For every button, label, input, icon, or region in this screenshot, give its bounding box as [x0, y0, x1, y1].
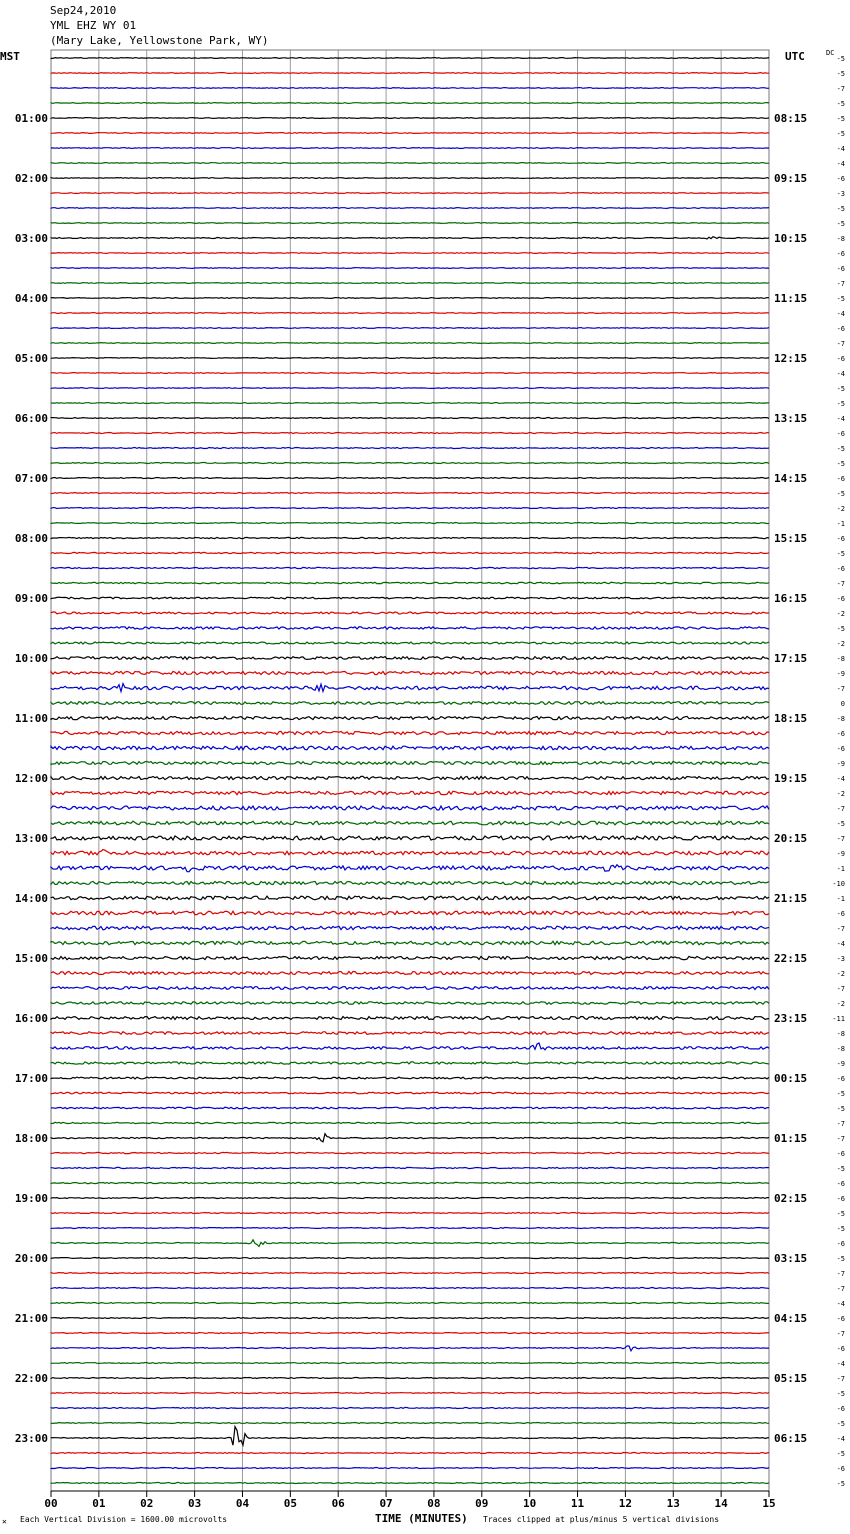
dc-offset-label: -9: [836, 670, 845, 678]
footer-clip-note: Traces clipped at plus/minus 5 vertical divisions: [483, 1515, 720, 1524]
left-hour-label: 14:00: [14, 892, 48, 905]
seismic-trace: [51, 1077, 769, 1079]
dc-offset-label: -5: [836, 55, 845, 63]
seismic-trace: [51, 1092, 769, 1094]
seismic-trace: [51, 1333, 769, 1334]
dc-offset-label: -6: [836, 730, 845, 738]
dc-offset-label: -5: [836, 115, 845, 123]
dc-offset-label: -5: [836, 460, 845, 468]
dc-offset-label: -6: [836, 355, 845, 363]
left-hour-label: 12:00: [14, 772, 48, 785]
left-hour-label: 23:00: [14, 1432, 48, 1445]
seismic-trace: [51, 657, 769, 660]
dc-offset-label: -7: [836, 925, 845, 933]
seismic-trace: [51, 1213, 769, 1214]
seismic-trace: [51, 746, 769, 750]
right-hour-label: 02:15: [774, 1192, 808, 1205]
seismic-trace: [51, 298, 769, 299]
seismic-trace: [51, 1453, 769, 1454]
right-hour-label: 19:15: [774, 772, 808, 785]
seismic-trace: [51, 1468, 769, 1469]
seismic-trace: [51, 1288, 769, 1289]
left-hour-label: 09:00: [14, 592, 48, 605]
seismic-trace: [51, 987, 769, 990]
right-hour-label: 00:15: [774, 1072, 808, 1085]
dc-offset-label: -8: [836, 715, 845, 723]
dc-offset-label: -5: [836, 445, 845, 453]
seismic-trace: [51, 253, 769, 254]
seismic-trace: [51, 268, 769, 269]
seismic-trace: [51, 1318, 769, 1319]
dc-offset-label: -5: [836, 550, 845, 558]
seismic-trace: [51, 178, 769, 179]
left-hour-label: 19:00: [14, 1192, 48, 1205]
seismic-trace: [51, 716, 769, 719]
seismic-trace: [51, 118, 769, 119]
seismic-trace: [51, 1303, 769, 1304]
dc-offset-label: -5: [836, 1105, 845, 1113]
dc-offset-label: -5: [836, 400, 845, 408]
dc-offset-label: -5: [836, 1225, 845, 1233]
seismic-trace: [51, 478, 769, 479]
footer-scale-note: Each Vertical Division = 1600.00 microvolts: [20, 1515, 228, 1524]
seismic-trace: [51, 73, 769, 74]
dc-offset-label: -4: [836, 1360, 845, 1368]
right-hour-label: 01:15: [774, 1132, 808, 1145]
x-tick-label: 04: [235, 1497, 250, 1510]
dc-offset-label: -2: [836, 1000, 845, 1008]
dc-offset-label: -5: [836, 1390, 845, 1398]
x-tick-label: 09: [475, 1497, 489, 1510]
seismic-trace: [51, 791, 769, 794]
x-tick-label: 03: [187, 1497, 202, 1510]
seismic-trace: [51, 850, 769, 855]
dc-offset-label: -6: [836, 1345, 845, 1353]
seismic-trace: [51, 1032, 769, 1035]
dc-offset-label: -7: [836, 1270, 845, 1278]
dc-offset-label: -6: [836, 1075, 845, 1083]
right-hour-label: 14:15: [774, 472, 808, 485]
seismic-trace: [51, 911, 769, 915]
seismic-trace: [51, 956, 769, 959]
left-hour-label: 04:00: [14, 292, 48, 305]
dc-offset-label: -2: [836, 970, 845, 978]
dc-offset-label: -7: [836, 85, 845, 93]
seismic-trace: [51, 493, 769, 494]
left-hour-label: 07:00: [14, 472, 48, 485]
seismic-trace: [51, 1152, 769, 1153]
seismic-trace: [51, 567, 769, 568]
right-hour-label: 06:15: [774, 1432, 808, 1445]
dc-offset-label: -2: [836, 610, 845, 618]
seismic-trace: [51, 537, 769, 538]
dc-offset-label: -6: [836, 325, 845, 333]
seismic-trace: [51, 896, 769, 900]
seismic-trace: [51, 941, 769, 944]
right-hour-label: 16:15: [774, 592, 808, 605]
dc-offset-label: -6: [836, 745, 845, 753]
dc-offset-label: -7: [836, 685, 845, 693]
dc-offset-label: -7: [836, 1330, 845, 1338]
dc-offset-label: -4: [836, 1435, 845, 1443]
seismic-trace: [51, 821, 769, 825]
seismic-trace: [51, 552, 769, 553]
dc-offset-label: -4: [836, 370, 845, 378]
seismic-trace: [51, 1273, 769, 1274]
left-timezone-label: MST: [0, 50, 20, 63]
seismic-trace: [51, 373, 769, 374]
dc-offset-label: -5: [836, 625, 845, 633]
seismic-trace: [51, 1240, 769, 1247]
seismic-trace: [51, 1134, 769, 1142]
dc-label: DC: [826, 49, 835, 57]
seismic-trace: [51, 806, 769, 810]
right-hour-label: 17:15: [774, 652, 808, 665]
left-hour-label: 03:00: [14, 232, 48, 245]
dc-offset-label: -7: [836, 1375, 845, 1383]
dc-offset-label: -5: [836, 220, 845, 228]
seismic-trace: [51, 865, 769, 872]
seismic-trace: [51, 1002, 769, 1005]
seismic-trace: [51, 1483, 769, 1484]
right-hour-label: 21:15: [774, 892, 808, 905]
dc-offset-label: -6: [836, 430, 845, 438]
dc-offset-label: -7: [836, 1120, 845, 1128]
seismic-trace: [51, 1423, 769, 1424]
dc-offset-label: -5: [836, 1090, 845, 1098]
dc-offset-label: 0: [840, 700, 845, 708]
left-hour-label: 16:00: [14, 1012, 48, 1025]
seismic-trace: [51, 328, 769, 329]
right-hour-label: 03:15: [774, 1252, 808, 1265]
right-hour-label: 10:15: [774, 232, 808, 245]
left-hour-label: 22:00: [14, 1372, 48, 1385]
right-timezone-label: UTC: [785, 50, 805, 63]
dc-offset-label: -5: [836, 295, 845, 303]
dc-offset-label: -5: [836, 100, 845, 108]
x-tick-label: 07: [379, 1497, 393, 1510]
right-hour-label: 18:15: [774, 712, 808, 725]
seismic-trace: [51, 163, 769, 164]
dc-offset-label: -5: [836, 1255, 845, 1263]
left-hour-label: 18:00: [14, 1132, 48, 1145]
seismic-trace: [51, 148, 769, 149]
seismic-trace: [51, 523, 769, 524]
x-tick-label: 10: [523, 1497, 537, 1510]
right-hour-label: 12:15: [774, 352, 808, 365]
seismic-trace: [51, 1378, 769, 1379]
right-hour-label: 05:15: [774, 1372, 808, 1385]
x-tick-label: 08: [427, 1497, 441, 1510]
seismic-trace: [51, 972, 769, 975]
seismic-trace: [51, 463, 769, 464]
seismic-trace: [51, 1107, 769, 1109]
seismic-trace: [51, 597, 769, 599]
seismic-trace: [51, 776, 769, 779]
dc-offset-label: -6: [836, 1240, 845, 1248]
dc-offset-label: -10: [832, 880, 845, 888]
seismic-trace: [51, 193, 769, 194]
dc-offset-label: -1: [836, 865, 845, 873]
seismic-trace: [51, 1017, 769, 1020]
plot-frame: [51, 50, 769, 1491]
dc-offset-label: -7: [836, 1285, 845, 1293]
dc-offset-label: -5: [836, 1210, 845, 1218]
seismic-trace: [51, 1043, 769, 1050]
dc-offset-label: -8: [836, 655, 845, 663]
seismic-trace: [51, 1228, 769, 1229]
left-hour-label: 20:00: [14, 1252, 48, 1265]
dc-offset-label: -5: [836, 205, 845, 213]
left-hour-label: 01:00: [14, 112, 48, 125]
dc-offset-label: -5: [836, 1480, 845, 1488]
left-hour-label: 05:00: [14, 352, 48, 365]
dc-offset-label: -6: [836, 1195, 845, 1203]
chart-date: Sep24,2010: [50, 4, 117, 17]
dc-offset-label: -8: [836, 1030, 845, 1038]
dc-offset-label: -9: [836, 760, 845, 768]
dc-offset-label: -6: [836, 1465, 845, 1473]
x-tick-label: 00: [44, 1497, 58, 1510]
x-tick-label: 13: [666, 1497, 680, 1510]
dc-offset-label: -4: [836, 310, 845, 318]
dc-offset-label: -6: [836, 535, 845, 543]
seismic-trace: [51, 731, 769, 734]
dc-offset-label: -6: [836, 565, 845, 573]
seismic-trace: [51, 133, 769, 134]
seismic-trace: [51, 508, 769, 509]
dc-offset-label: -6: [836, 1150, 845, 1158]
seismic-trace: [51, 1408, 769, 1409]
seismic-trace: [51, 403, 769, 404]
seismic-trace: [51, 237, 769, 239]
seismic-trace: [51, 283, 769, 284]
seismic-trace: [51, 223, 769, 224]
dc-offset-label: -3: [836, 190, 845, 198]
dc-offset-label: -4: [836, 775, 845, 783]
right-hour-label: 15:15: [774, 532, 808, 545]
dc-offset-label: -5: [836, 1420, 845, 1428]
dc-offset-label: -1: [836, 520, 845, 528]
dc-offset-label: -7: [836, 1135, 845, 1143]
seismic-trace: [51, 103, 769, 104]
seismic-trace: [51, 1122, 769, 1123]
seismic-trace: [51, 1198, 769, 1199]
right-hour-label: 09:15: [774, 172, 808, 185]
dc-offset-label: -6: [836, 1315, 845, 1323]
x-tick-label: 14: [714, 1497, 728, 1510]
left-hour-label: 11:00: [14, 712, 48, 725]
seismic-trace: [51, 388, 769, 389]
left-hour-label: 21:00: [14, 1312, 48, 1325]
dc-offset-label: -4: [836, 1300, 845, 1308]
seismic-trace: [51, 1346, 769, 1351]
dc-offset-label: -6: [836, 1405, 845, 1413]
dc-offset-label: -5: [836, 1450, 845, 1458]
dc-offset-label: -6: [836, 1180, 845, 1188]
dc-offset-label: -7: [836, 985, 845, 993]
dc-offset-label: -7: [836, 340, 845, 348]
dc-offset-label: -5: [836, 385, 845, 393]
seismic-trace: [51, 1393, 769, 1394]
dc-offset-label: -5: [836, 1165, 845, 1173]
seismic-trace: [51, 343, 769, 344]
dc-offset-label: -6: [836, 910, 845, 918]
dc-offset-label: -9: [836, 850, 845, 858]
seismic-trace: [51, 1363, 769, 1364]
left-hour-label: 10:00: [14, 652, 48, 665]
x-tick-label: 06: [331, 1497, 345, 1510]
seismic-trace: [51, 582, 769, 583]
left-hour-label: 02:00: [14, 172, 48, 185]
right-hour-label: 23:15: [774, 1012, 808, 1025]
seismic-trace: [51, 881, 769, 884]
seismic-trace: [51, 612, 769, 614]
dc-offset-label: -6: [836, 250, 845, 258]
x-tick-label: 05: [283, 1497, 297, 1510]
dc-offset-label: -6: [836, 475, 845, 483]
dc-offset-label: -2: [836, 790, 845, 798]
dc-offset-label: -4: [836, 160, 845, 168]
right-hour-label: 20:15: [774, 832, 808, 845]
right-hour-label: 22:15: [774, 952, 808, 965]
dc-offset-label: -6: [836, 265, 845, 273]
x-tick-label: 11: [570, 1497, 585, 1510]
dc-offset-label: -7: [836, 580, 845, 588]
seismic-trace: [51, 1062, 769, 1064]
dc-offset-label: -9: [836, 1060, 845, 1068]
seismic-trace: [51, 627, 769, 629]
x-axis-title: TIME (MINUTES): [375, 1512, 468, 1525]
dc-offset-label: -11: [832, 1015, 845, 1023]
dc-offset-label: -7: [836, 835, 845, 843]
seismic-trace: [51, 358, 769, 359]
dc-offset-label: -5: [836, 130, 845, 138]
right-hour-label: 13:15: [774, 412, 808, 425]
footer-mark: ✕: [2, 1517, 7, 1526]
seismic-trace: [51, 642, 769, 644]
seismic-trace: [51, 762, 769, 765]
right-hour-label: 08:15: [774, 112, 808, 125]
left-hour-label: 17:00: [14, 1072, 48, 1085]
dc-offset-label: -2: [836, 505, 845, 513]
dc-offset-label: -7: [836, 805, 845, 813]
seismic-trace: [51, 448, 769, 449]
dc-offset-label: -3: [836, 955, 845, 963]
left-hour-label: 13:00: [14, 832, 48, 845]
dc-offset-label: -6: [836, 595, 845, 603]
seismic-trace: [51, 88, 769, 89]
dc-offset-label: -2: [836, 640, 845, 648]
dc-offset-label: -8: [836, 1045, 845, 1053]
seismic-trace: [51, 926, 769, 930]
seismic-trace: [51, 433, 769, 434]
x-tick-label: 12: [618, 1497, 633, 1510]
x-tick-label: 01: [92, 1497, 106, 1510]
dc-offset-label: -7: [836, 280, 845, 288]
dc-offset-label: -4: [836, 940, 845, 948]
dc-offset-label: -5: [836, 820, 845, 828]
left-hour-label: 06:00: [14, 412, 48, 425]
seismic-trace: [51, 58, 769, 59]
dc-offset-label: -1: [836, 895, 845, 903]
seismic-trace: [51, 836, 769, 840]
seismic-trace: [51, 208, 769, 209]
left-hour-label: 08:00: [14, 532, 48, 545]
seismic-trace: [51, 418, 769, 419]
seismic-trace: [51, 684, 769, 692]
right-hour-label: 11:15: [774, 292, 808, 305]
dc-offset-label: -5: [836, 490, 845, 498]
seismic-trace: [51, 313, 769, 314]
left-hour-label: 15:00: [14, 952, 48, 965]
chart-location: (Mary Lake, Yellowstone Park, WY): [50, 34, 269, 47]
dc-offset-label: -8: [836, 235, 845, 243]
x-tick-label: 02: [140, 1497, 154, 1510]
dc-offset-label: -4: [836, 415, 845, 423]
seismic-trace: [51, 702, 769, 705]
seismic-trace: [51, 1258, 769, 1259]
seismic-trace: [51, 671, 769, 674]
dc-offset-label: -4: [836, 145, 845, 153]
right-hour-label: 04:15: [774, 1312, 808, 1325]
x-tick-label: 15: [762, 1497, 776, 1510]
dc-offset-label: -6: [836, 175, 845, 183]
dc-offset-label: -5: [836, 70, 845, 78]
seismic-trace: [51, 1182, 769, 1183]
seismic-trace: [51, 1427, 769, 1446]
seismic-trace: [51, 1167, 769, 1168]
chart-station: YML EHZ WY 01: [50, 19, 137, 32]
